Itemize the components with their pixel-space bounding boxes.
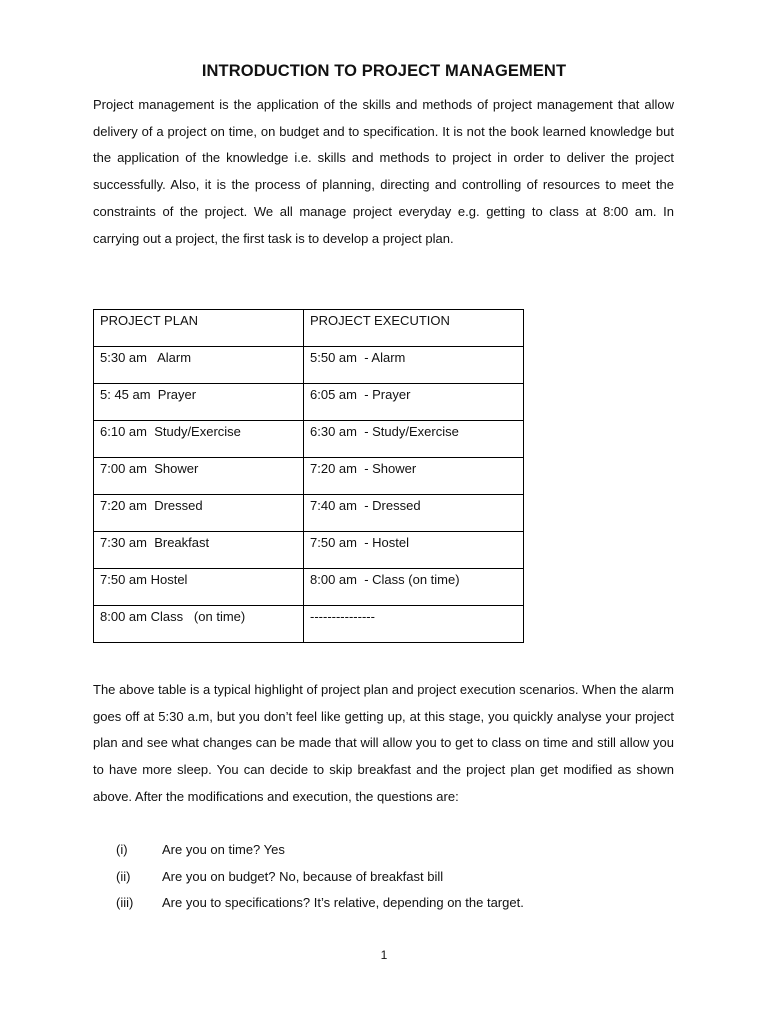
execution-cell: --------------- — [304, 606, 524, 643]
plan-cell: 8:00 am Class (on time) — [94, 606, 304, 643]
question-text: Are you on time? Yes — [162, 842, 285, 857]
plan-cell: 7:30 am Breakfast — [94, 532, 304, 569]
table-row — [94, 532, 524, 569]
list-item — [93, 837, 674, 864]
question-text: Are you to specifications? It’s relative, depending on the target. — [162, 895, 524, 911]
question-number: (iii) — [116, 895, 134, 911]
plan-cell: 5:30 am Alarm — [94, 347, 304, 384]
execution-cell: 5:50 am - Alarm — [304, 347, 524, 384]
table-row — [94, 495, 524, 532]
plan-cell: 7:20 am Dressed — [94, 495, 304, 532]
list-item — [93, 864, 674, 891]
execution-cell: 6:30 am - Study/Exercise — [304, 421, 524, 458]
question-number: (i) — [116, 842, 128, 857]
header-project-plan: PROJECT PLAN — [94, 310, 304, 347]
execution-cell: 6:05 am - Prayer — [304, 384, 524, 421]
table-row — [94, 384, 524, 421]
plan-cell: 5: 45 am Prayer — [94, 384, 304, 421]
second-paragraph: The above table is a typical highlight of project plan and project execution scenarios. When the alarm goes off at 5:30 a.m, but you don’t feel like getting up, at this stage, you quickly analyse your project plan and see what changes can be made that will allow you to get to class on time and still allow you to have more sleep. You can decide to skip breakfast and the project plan get modified as shown above. After the modifications and execution, the questions are: — [93, 682, 674, 804]
project-plan-table — [93, 309, 524, 643]
page-number: 1 — [380, 948, 388, 962]
page-title: INTRODUCTION TO PROJECT MANAGEMENT — [201, 62, 567, 80]
plan-cell: 7:50 am Hostel — [94, 569, 304, 606]
execution-cell: 7:20 am - Shower — [304, 458, 524, 495]
header-project-execution: PROJECT EXECUTION — [304, 310, 524, 347]
execution-cell: 7:50 am - Hostel — [304, 532, 524, 569]
question-text: Are you on budget? No, because of breakfast bill — [162, 868, 444, 884]
table-row — [94, 569, 524, 606]
table-row — [94, 421, 524, 458]
table-header-row — [94, 310, 524, 347]
question-number: (ii) — [116, 868, 131, 884]
table-row — [94, 347, 524, 384]
table-row — [94, 606, 524, 643]
list-item — [93, 890, 674, 917]
questions-list — [93, 837, 674, 917]
plan-cell: 7:00 am Shower — [94, 458, 304, 495]
intro-paragraph: Project management is the application of the skills and methods of project management that allow delivery of a project on time, on budget and to specification. It is not the book learned knowledge but the application of the knowledge i.e. skills and methods to project in order to deliver the project successfully. Also, it is the process of planning, directing and controlling of resources to meet the constraints of the project. We all manage project everyday e.g. getting to class at 8:00 am. In carrying out a project, the first task is to develop a project plan. — [93, 97, 674, 246]
plan-cell: 6:10 am Study/Exercise — [94, 421, 304, 458]
table-row — [94, 458, 524, 495]
execution-cell: 7:40 am - Dressed — [304, 495, 524, 532]
execution-cell: 8:00 am - Class (on time) — [304, 569, 524, 606]
